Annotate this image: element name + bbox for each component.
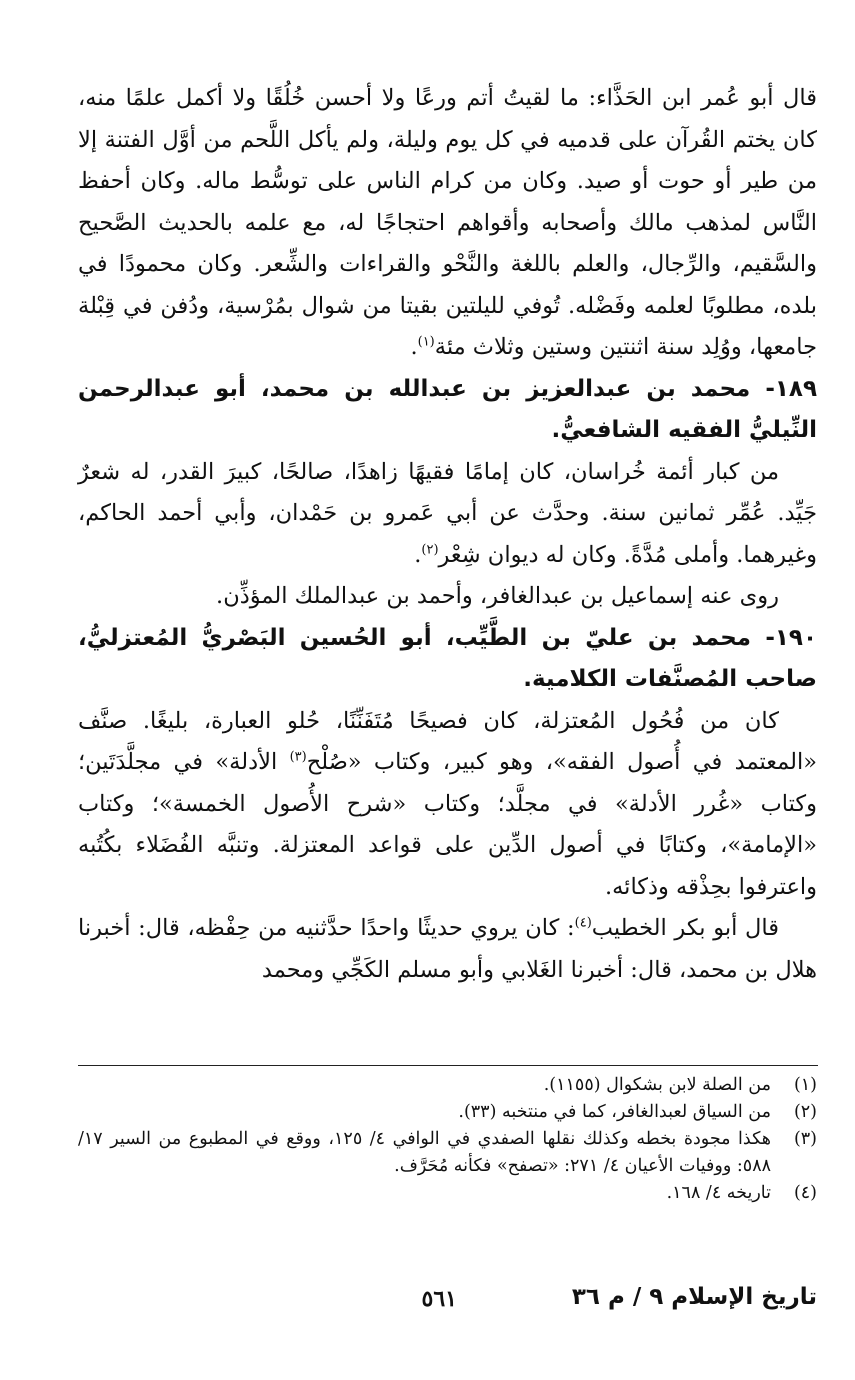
- footnote-number: (٤): [793, 1183, 817, 1203]
- entry-heading-189: ١٨٩- محمد بن عبدالعزيز بن عبدالله بن محمد، أبو عبدالرحمن النِّيليُّ الفقيه الشافعيُّ.: [78, 375, 817, 443]
- footnote-item: [78, 1072, 817, 1099]
- footnote-ref-3: (٣): [289, 749, 307, 765]
- footnote-item: [78, 1126, 817, 1180]
- page-number: ٥٦١: [421, 1286, 457, 1312]
- footnotes: [78, 1072, 817, 1207]
- main-text: [78, 78, 817, 991]
- entry-heading-190: ١٩٠- محمد بن عليّ بن الطَّيِّب، أبو الحُسين البَصْريُّ المُعتزليُّ، صاحب المُصنَّفات الكلامية.: [78, 624, 817, 692]
- paragraph-khatib-quote: قال أبو بكر الخطيب$^{(٤)}$: كان يروي حديثًا واحدًا حدَّثنيه من حِفْظه، قال: أخبرنا هلال بن محمد، قال: أخبرنا الغَلابي وأبو مسلم الكَجِّي ومحمد: [78, 915, 817, 983]
- footnote-item: [78, 1099, 817, 1126]
- footnote-text: من الصلة لابن بشكوال (١١٥٥).: [543, 1075, 771, 1095]
- footnote-number: (١): [793, 1075, 817, 1095]
- paragraph-entry-189: من كبار أئمة خُراسان، كان إمامًا فقيهًا زاهدًا، صالحًا، كبيرَ القدر، له شعرٌ جَيِّد. عُمِّر ثمانين سنة. وحدَّث عن أبي عَمرو بن حَمْدان، وأبي أحمد الحاكم، وغيرهما. وأملى مُدَّةً. وكان له ديوان شِعْر$^{(٢)}$.: [78, 458, 817, 568]
- footnote-text: هكذا مجودة بخطه وكذلك نقلها الصفدي في الوافي ٤/ ١٢٥، ووقع في المطبوع من السير ١٧/ ٥٨٨: ووفيات الأعيان ٤/ ٢٧١: «تصفح» فكأنه مُحَرَّف.: [78, 1129, 771, 1176]
- footnote-ref-4: (٤): [574, 915, 592, 931]
- footnote-number: (٣): [793, 1129, 817, 1149]
- footnote-number: (٢): [793, 1102, 817, 1122]
- footnote-item: [78, 1180, 817, 1207]
- paragraph-entry-190: كان من فُحُول المُعتزلة، كان فصيحًا مُتَفَنِّنًا، حُلو العبارة، بليغًا. صنَّف «المعتمد في أُصول الفقه»، وهو كبير، وكتاب «صُلْح$^{(٣)}$ الأدلة» في مجلَّدَتَين؛ وكتاب «غُرر الأدلة» في مجلَّد؛ وكتاب «شرح الأُصول الخمسة»؛ وكتاب «الإمامة»، وكتابًا في أصول الدِّين على قواعد المعتزلة. وتنبَّه الفُضَلاء بكُتُبه واعترفوا بحِذْقه وذكائه.: [78, 707, 818, 900]
- footnote-text: تاريخه ٤/ ١٦٨.: [666, 1183, 771, 1203]
- footnote-ref-2: (٢): [421, 542, 439, 557]
- footnote-ref-1: (١): [417, 334, 435, 350]
- running-title: تاريخ الإسلام ٩ / م ٣٦: [571, 1284, 817, 1310]
- paragraph-ibn-hadhdha-quote: قال أبو عُمر ابن الحَذَّاء: ما لقيتُ أتم ورعًا ولا أحسن خُلُقًا ولا أكمل علمًا منه، كان يختم القُرآن على قدميه في كل يوم وليلة، ولم يأكل اللَّحم من أوَّل الفتنة إلا من طير أو حوت أو صيد. وكان من كرام الناس على توسُّط ماله. وكان أحفظ النَّاس لمذهب مالك وأصحابه وأقواهم احتجاجًا له، مع علمه بالحديث الصَّحيح والسَّقيم، والرِّجال، والعلم باللغة والنَّحْو والقراءات والشِّعر. وكان محمودًا في بلده، مطلوبًا لعلمه وفَضْله. تُوفي لليلتين بقيتا من شوال بمُرْسية، ودُفن في قِبْلة جامعها، ووُلِد سنة اثنتين وستين وثلاث مئة$^{(١)}$.: [78, 85, 817, 360]
- page-footer: [80, 1284, 817, 1324]
- paragraph-narrators-189: روى عنه إسماعيل بن عبدالغافر، وأحمد بن عبدالملك المؤذِّن.: [216, 583, 779, 609]
- footnote-text: من السياق لعبدالغافر، كما في منتخبه (٣٣).: [458, 1102, 771, 1122]
- footnote-divider: [78, 1065, 818, 1066]
